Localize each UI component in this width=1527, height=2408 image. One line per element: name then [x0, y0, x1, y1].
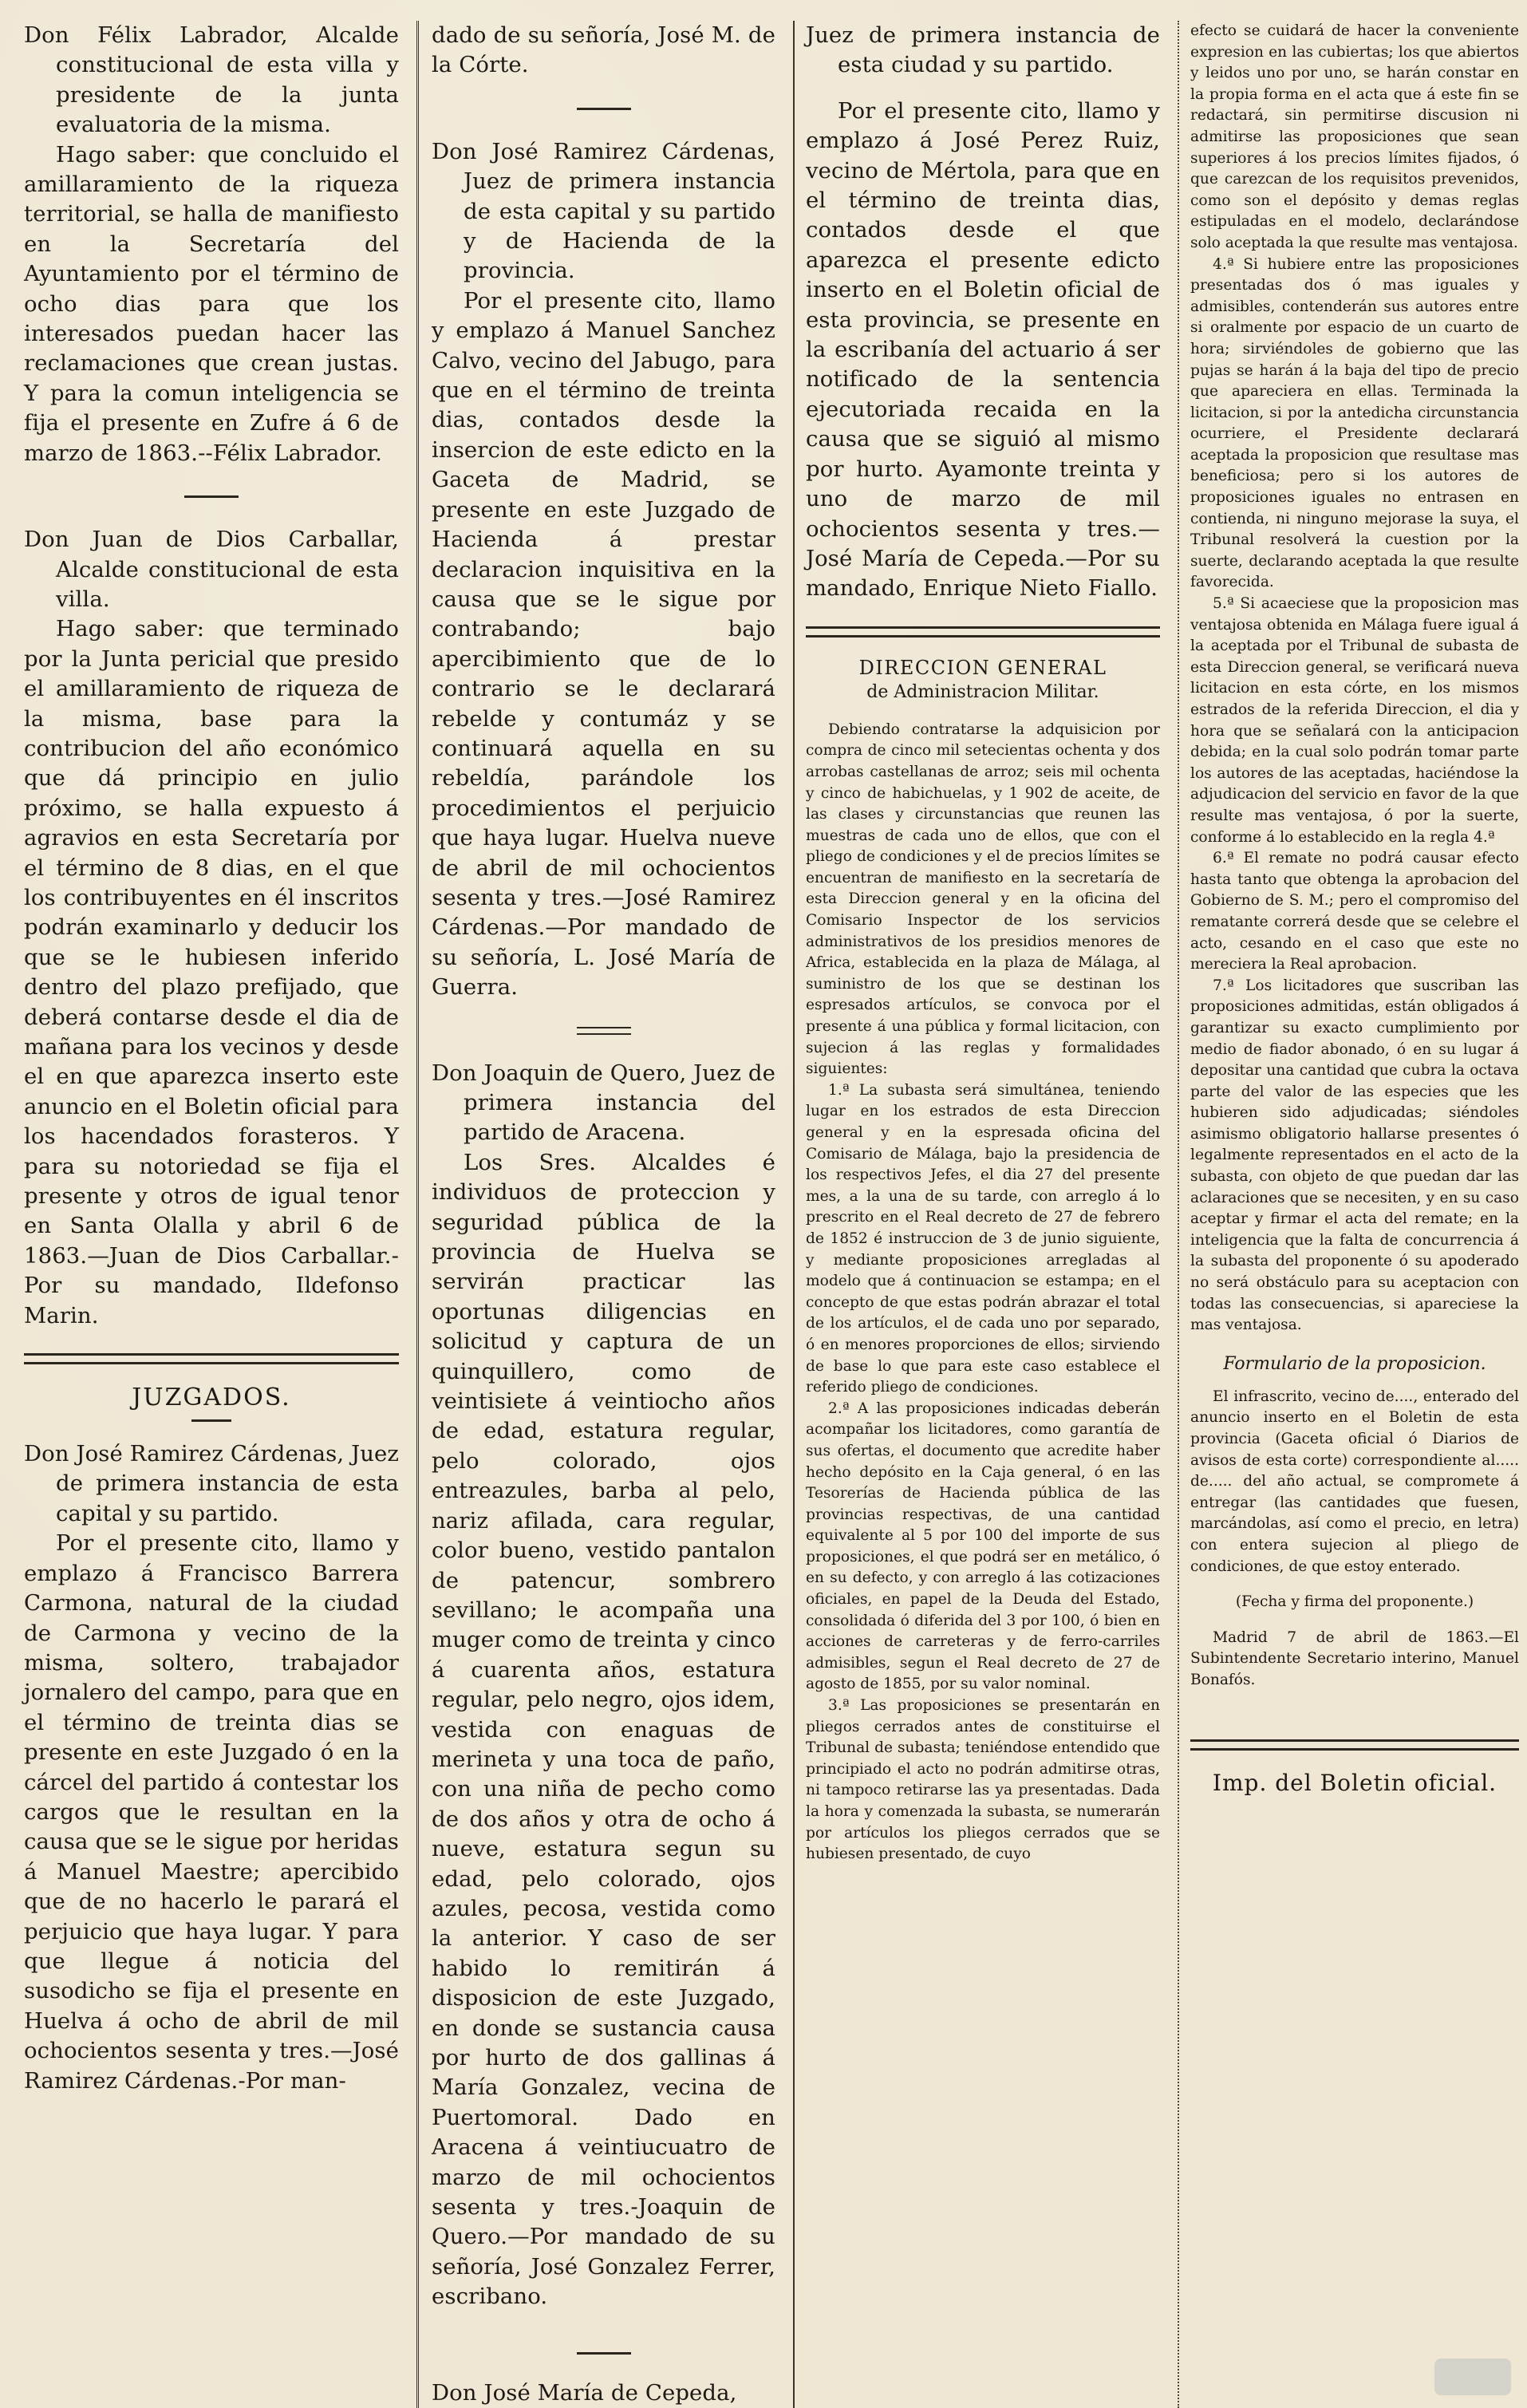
notice-ramirez-title: Don José Ramirez Cárdenas, Juez de primera instancia de esta capital y su partido. [24, 1441, 399, 1526]
notice-cepeda-title: Don José María de Cepeda, [432, 2379, 737, 2406]
form-title: Formulario de la proposicion. [1223, 1353, 1486, 1374]
closing-signature: Madrid 7 de abril de 1863.—El Subintendente Secretario interino, Manuel Bonafós. [1190, 1628, 1519, 1688]
footer-rule [1190, 1739, 1519, 1751]
rule-2: 2.ª A las proposiciones indicadas deberán acompañar los licitadores, como garantía de sus ofertas, el documento que acredite haber hecho depósito en la Caja general, ó en las Tesorerías de Hacienda pública de las provincias respectivas, de una cantidad equivalente al 5 por 100 del importe de sus proposiciones, el que podrá ser en metálico, ó en su defecto, y con arreglo á las cotizaciones oficiales, en papel de la Deuda del Estado, consolidada ó diferida del 3 por 100, ó bien en acciones de carreteras y de ferro-carriles admisibles, segun el Real decreto de 27 de agosto de 1855, por su valor nominal. [806, 1399, 1160, 1693]
notice-hacienda-body: Por el presente cito, llamo y emplazo á Manuel Sanchez Calvo, vecino del Jabugo, para que en el término de treinta dias, contados desde la insercion de este edicto en la Gaceta de Madrid, se presente en este Juzgado de Hacienda á prestar declaracion inquisitiva en la causa que se le sigue por contrabando; bajo apercibimiento que de lo contrario se le declarará rebelde y contumáz y se continuará aquella en su rebeldía, parándole los procedimientos el perjuicio que haya lugar. Huelva nueve de abril de mil ochocientos sesenta y tres.—José Ramirez Cárdenas.—Por mandado de su señoría, L. José María de Guerra. [432, 287, 775, 1001]
separator-double [577, 1027, 631, 1035]
separator [577, 108, 631, 110]
library-stamp-icon [1434, 2359, 1511, 2395]
separator [184, 495, 239, 498]
notice-continuation: dado de su señoría, José M. de la Córte. [432, 22, 775, 78]
rule-7: 7.ª Los licitadores que suscriban las proposiciones admitidas, están obligados á garantizar su exacto cumplimiento por medio de fiador abonado, ó en su lugar á depositar una cantidad que cubra la octava parte del valor de las especies que les hubieren sido adjudicadas; siéndoles asimismo obligatorio hallarse presentes ó legalmente representados en el acto de la subasta, con objeto de que puedan dar las aclaraciones que se necesiten, y en su caso aceptar y firmar el acta del remate; en la inteligencia que la falta de concurrencia á la subasta del proponente ó su apoderado no será obstáculo para su aceptacion con todas las consecuencias, si apareciese la mas ventajosa. [1190, 977, 1519, 1334]
rule-1: 1.ª La subasta será simultánea, teniendo lugar en los estrados de esta Direccion general y en la espresada oficina del Comisario de Málaga, bajo la presidencia de los respectivos Jefes, el dia 27 del presente mes, a la una de su tarde, con arreglo á lo prescrito en el Real decreto de 27 de febrero de 1852 é instruccion de 3 de junio siguiente, y mediante proposiciones arregladas al modelo que á continuacion se estampa; en el concepto de que estas podrán abrazar el total de los artículos, el de cada uno por separado, ó en menores proporciones de ellos; sirviendo de base lo que para este caso establece el referido pliego de condiciones. [806, 1081, 1160, 1396]
notice-carballar-body: Hago saber: que terminado por la Junta pericial que presido el amillaramiento de riqueza de la misma, base para la contribucion del año económico que dá principio en julio próximo, se halla expuesto á agravios en esta Secretaría por el término de 8 dias, en el que los contribuyentes en él inscritos podrán examinarlo y deducir los que se le hubiesen inferido dentro del plazo prefijado, que deberá contarse desde el dia de mañana para los vecinos y desde el en que aparezca inserto este anuncio en el Boletin oficial para los hacendados forasteros. Y para su notoriedad se fija el presente y otros de igual tenor en Santa Olalla y abril 6 de 1863.—Juan de Dios Carballar.-Por su mandado, Ildefonso Marin. [24, 616, 399, 1328]
section-heading-direccion: DIRECCION GENERAL [858, 656, 1107, 679]
rule-3: 3.ª Las proposiciones se presentarán en pliegos cerrados antes de constituirse el Tribunal de subasta; teniéndose entendido que principiado el acto no podrán admitirse otras, ni tampoco retirarse las ya presentadas. Dada la hora y comenzada la subasta, se numerarán por artículos los pliegos cerrados que se hubiesen presentado, de cuyo [806, 1697, 1160, 1863]
section-rule [806, 626, 1160, 638]
printer-imprint: Imp. del Boletin oficial. [1212, 1769, 1497, 1796]
rule-4: 4.ª Si hubiere entre las proposiciones presentadas dos ó mas iguales y admisibles, contenderán sus autores entre si oralmente por espacio de un cuarto de hora; sirviéndoles de gobierno que las pujas se harán á la baja del tipo de precio que apareciera en ellas. Terminada la licitacion, si por la antedicha circunstancia ocurriere, el Presidente declarará aceptada la proposicion que resultase mas beneficiosa; pero si los autores de proposiciones iguales no entrasen en contienda, ni ninguno mejorase la suya, el Tribunal resolverá la cuestion por la suerte, declarando aceptada la que resulte favorecida. [1190, 255, 1519, 591]
announcement-intro: Debiendo contratarse la adquisicion por compra de cinco mil setecientas ochenta y dos arrobas castellanas de arroz; seis mil ochenta y cinco de habichuelas, y 1 902 de aceite, de las clases y circunstancias que reunen las muestras de cada uno de ellos, que con el pliego de condiciones y el de precios límites se encuentran de manifiesto en la secretaría de esta Direccion general y en la oficina del Comisario Inspector de los servicios administrativos de los presidios menores de Africa, establecida en la plaza de Málaga, al suministro de los que se destinan los espresados artículos, se convoca por el presente á una pública y formal licitacion, con sujecion á las reglas y formalidades siguientes: [806, 720, 1160, 1078]
section-rule [24, 1353, 399, 1364]
column-3 [793, 21, 1160, 2408]
notice-ramirez-body: Por el presente cito, llamo y emplazo á Francisco Barrera Carmona, natural de la ciudad de Carmona y vecino de la misma, soltero, trabajador jornalero del campo, para que en el término de treinta dias se presente en este Juzgado ó en la cárcel del partido á contestar los cargos que le resultan en la causa que se le sigue por heridas á Manuel Maestre; apercibido que de no hacerlo le parará el perjuicio que haya lugar. Y para que llegue á noticia del susodicho se fija el presente en Huelva á ocho de abril de mil ochocientos sesenta y tres.—José Ramirez Cárdenas.-Por man- [24, 1530, 399, 2094]
notice-cepeda-body: Por el presente cito, llamo y emplazo á José Perez Ruiz, vecino de Mértola, para que en el término de treinta dias, contados desde el que aparezca el presente edicto inserto en el Boletin oficial de esta provincia, se presente en la escribanía del actuario á ser notificado de la sentencia ejecutoriada recaida en la causa que se siguió al mismo por hurto. Ayamonte treinta y uno de marzo de mil ochocientos sesenta y tres.—José María de Cepeda.—Por su mandado, Enrique Nieto Fiallo. [806, 97, 1160, 602]
separator [191, 1419, 231, 1422]
column-1 [24, 21, 399, 2408]
column-2 [416, 21, 775, 2408]
notice-quero-body: Los Sres. Alcaldes é individuos de proteccion y seguridad pública de la provincia de Huelva se servirán practicar las oportunas diligencias en solicitud y captura de un quinquillero, como de veintisiete á veintiocho años de edad, estatura regular, pelo colorado, ojos entreazules, barba al pelo, nariz afilada, cara regular, color bueno, vestido pantalon de patencur, sombrero sevillano; le acompaña una muger como de treinta y cinco á cuarenta años, estatura regular, pelo negro, ojos idem, vestida con enaguas de merineta y una toca de paño, con una niña de pecho como de dos años y otra de ocho á nueve, estatura segun su edad, pelo colorado, ojos azules, pecosa, vestida como la anterior. Y caso de ser habido lo remitirán á disposicion de este Juzgado, en donde se sustancia causa por hurto de dos gallinas á María Gonzalez, vecina de Puertomoral. Dado en Aracena á veintiucuatro de marzo de mil ochocientos sesenta y tres.-Joaquin de Quero.—Por mandado de su señoría, José Gonzalez Ferrer, escribano. [432, 1149, 775, 2310]
form-body: El infrascrito, vecino de...., enterado del anuncio inserto en el Boletin de esta provincia (Gaceta oficial ó Diarios de avisos de esta corte) correspondiente al..... de..... del año actual, se compromete á entregar (las cantidades que fuesen, marcándolas, así como el precio, en letra) con entera sujecion al pliego de condiciones, de que estoy enterado. [1190, 1388, 1519, 1575]
notice-hacienda-title: Don José Ramirez Cárdenas, Juez de primera instancia de esta capital y su partido y de Hacienda de la provincia. [432, 138, 775, 284]
separator [577, 2352, 631, 2355]
form-signature-note: (Fecha y firma del proponente.) [1235, 1593, 1474, 1611]
rule-6: 6.ª El remate no podrá causar efecto hasta tanto que obtenga la aprobacion del Gobierno de S. M.; pero el compromiso del rematante correrá desde que se celebre el acto, cesando en el caso que este no mereciera la Real aprobacion. [1190, 850, 1519, 973]
notice-labrador-title: Don Félix Labrador, Alcalde constitucional de esta villa y presidente de la junta evaluatoria de la misma. [24, 22, 399, 138]
notice-cepeda-title-cont: Juez de primera instancia de esta ciudad y su partido. [806, 22, 1160, 78]
column-4 [1178, 21, 1519, 2408]
notice-labrador-body: Hago saber: que concluido el amillaramiento de la riqueza territorial, se halla de manifiesto en la Secretaría del Ayuntamiento por el término de ocho dias para que los interesados puedan hacer las reclamaciones que crean justas. Y para la comun inteligencia se fija el presente en Zufre á 6 de marzo de 1863.--Félix Labrador. [24, 141, 399, 466]
section-heading-juzgados: JUZGADOS. [132, 1384, 291, 1412]
notice-carballar-title: Don Juan de Dios Carballar, Alcalde constitucional de esta villa. [24, 527, 399, 612]
notice-quero-title: Don Joaquin de Quero, Juez de primera instancia del partido de Aracena. [432, 1060, 775, 1146]
rule-5: 5.ª Si acaeciese que la proposicion mas ventajosa obtenida en Málaga fuere igual á la aceptada por el Tribunal de subasta de esta Direccion general, se verificará nueva licitacion en esta córte, en los mismos estrados de la referida Direccion, el dia y hora que se señalará con la anticipacion debida; en la cual solo podrán tomar parte los autores de las aceptadas, haciéndose la adjudicacion del servicio en favor de la que resulte mas ventajosa, ó por la suerte, conforme á lo establecido en la regla 4.ª [1190, 595, 1519, 846]
section-subheading: de Administracion Militar. [866, 681, 1099, 702]
rule-3-continuation: efecto se cuidará de hacer la conveniente expresion en las cubiertas; los que abiertos y leidos uno por uno, se harán constar en la propia forma en el acta que á este fin se redactará, sin permitirse discusion ni admitirse las proposiciones que sean superiores á los precios límites fijados, ó que carezcan de los requisitos prevenidos, como son el depósito y demas reglas estipuladas en el modelo, declarándose solo aceptada la que resulte mas ventajosa. [1190, 22, 1519, 251]
